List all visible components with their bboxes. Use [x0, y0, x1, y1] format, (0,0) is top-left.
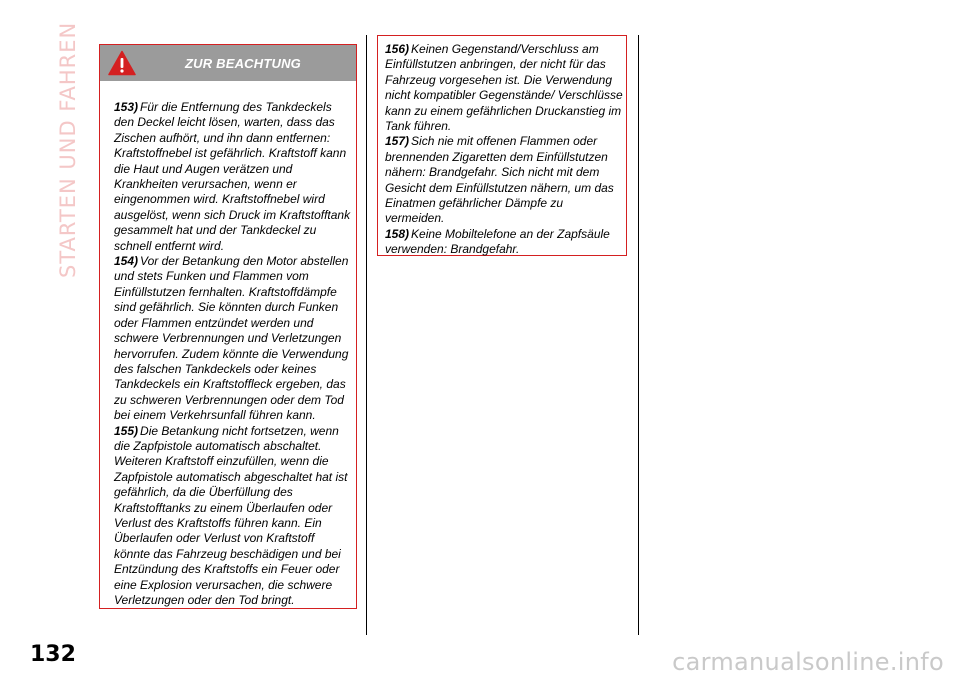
note-154: 154) Vor der Betankung den Motor abstellen und stets Funken und Flammen vom Einfüllstutzen fernhalten. Kraftstoffdämpfe sind gefährlich. Sie könnten durch Funken oder Flammen entzündet werden und schwere Verbrennungen und Verletzungen hervorrufen. Zudem könnte die Verwendung des falschen Tankdeckels oder keines Tankdeckels ein Kraftstoffleck ergeben, das zu schweren Verbrennungen oder dem Tod bei einem Verkehrsunfall führen kann.: [114, 254, 349, 423]
column-divider: [366, 35, 367, 635]
warning-box-right: [377, 35, 627, 256]
note-158: 158) Keine Mobiltelefone an der Zapfsäule verwenden: Brandgefahr.: [385, 226, 610, 257]
section-title: STARTEN UND FAHREN: [56, 21, 80, 278]
note-157: 157) Sich nie mit offenen Flammen oder brennenden Zigaretten dem Einfüllstutzen nähern: Brandgefahr. Sich nicht mit dem Gesicht dem Einfüllstutzen nähern, um das Einatmen gefährlicher Dämpfe zu vermeiden.: [385, 134, 614, 226]
watermark: carmanualsonline.info: [672, 648, 944, 676]
page-number: 132: [30, 642, 76, 667]
notes-left: [114, 100, 352, 608]
note-155: 155) Die Betankung nicht fortsetzen, wenn die Zapfpistole automatisch abschaltet. Weiteren Kraftstoff einzufüllen, wenn die Zapfpistole automatisch abgeschaltet hat ist gefährlich, da die Überfüllung des Kraftstofftanks zu einem Überlaufen oder Verlust des Kraftstoffs führen kann. Ein Überlaufen oder Verlust von Kraftstoff könnte das Fahrzeug beschädigen und bei Entzündung des Kraftstoffs ein Feuer oder eine Explosion verursachen, die schwere Verletzungen oder den Tod bringt.: [114, 423, 348, 607]
notes-right: [385, 42, 623, 258]
note-153: 153) Für die Entfernung des Tankdeckels den Deckel leicht lösen, warten, dass das Zischen aufhört, und ihn dann entfernen: Kraftstoffnebel ist gefährlich. Kraftstoff kann die Haut und Augen verätzen und Krankheiten verursachen, wenn er eingenommen wird. Kraftstoffnebel wird ausgelöst, wenn sich Druck im Kraftstofftank gesammelt hat und der Tankdeckel zu schnell entfernt wird.: [114, 100, 351, 253]
column-divider: [638, 35, 639, 635]
warning-title: ZUR BEACHTUNG: [185, 56, 301, 71]
warning-box-left: [99, 44, 357, 609]
note-156: 156) Keinen Gegenstand/Verschluss am Einfüllstutzen anbringen, der nicht für das Fahrzeug vorgesehen ist. Die Verwendung nicht kompatibler Gegenstände/ Verschlüsse kann zu einem gefährlichen Druckanstieg im Tank führen.: [385, 42, 623, 134]
warning-header: [100, 45, 356, 81]
